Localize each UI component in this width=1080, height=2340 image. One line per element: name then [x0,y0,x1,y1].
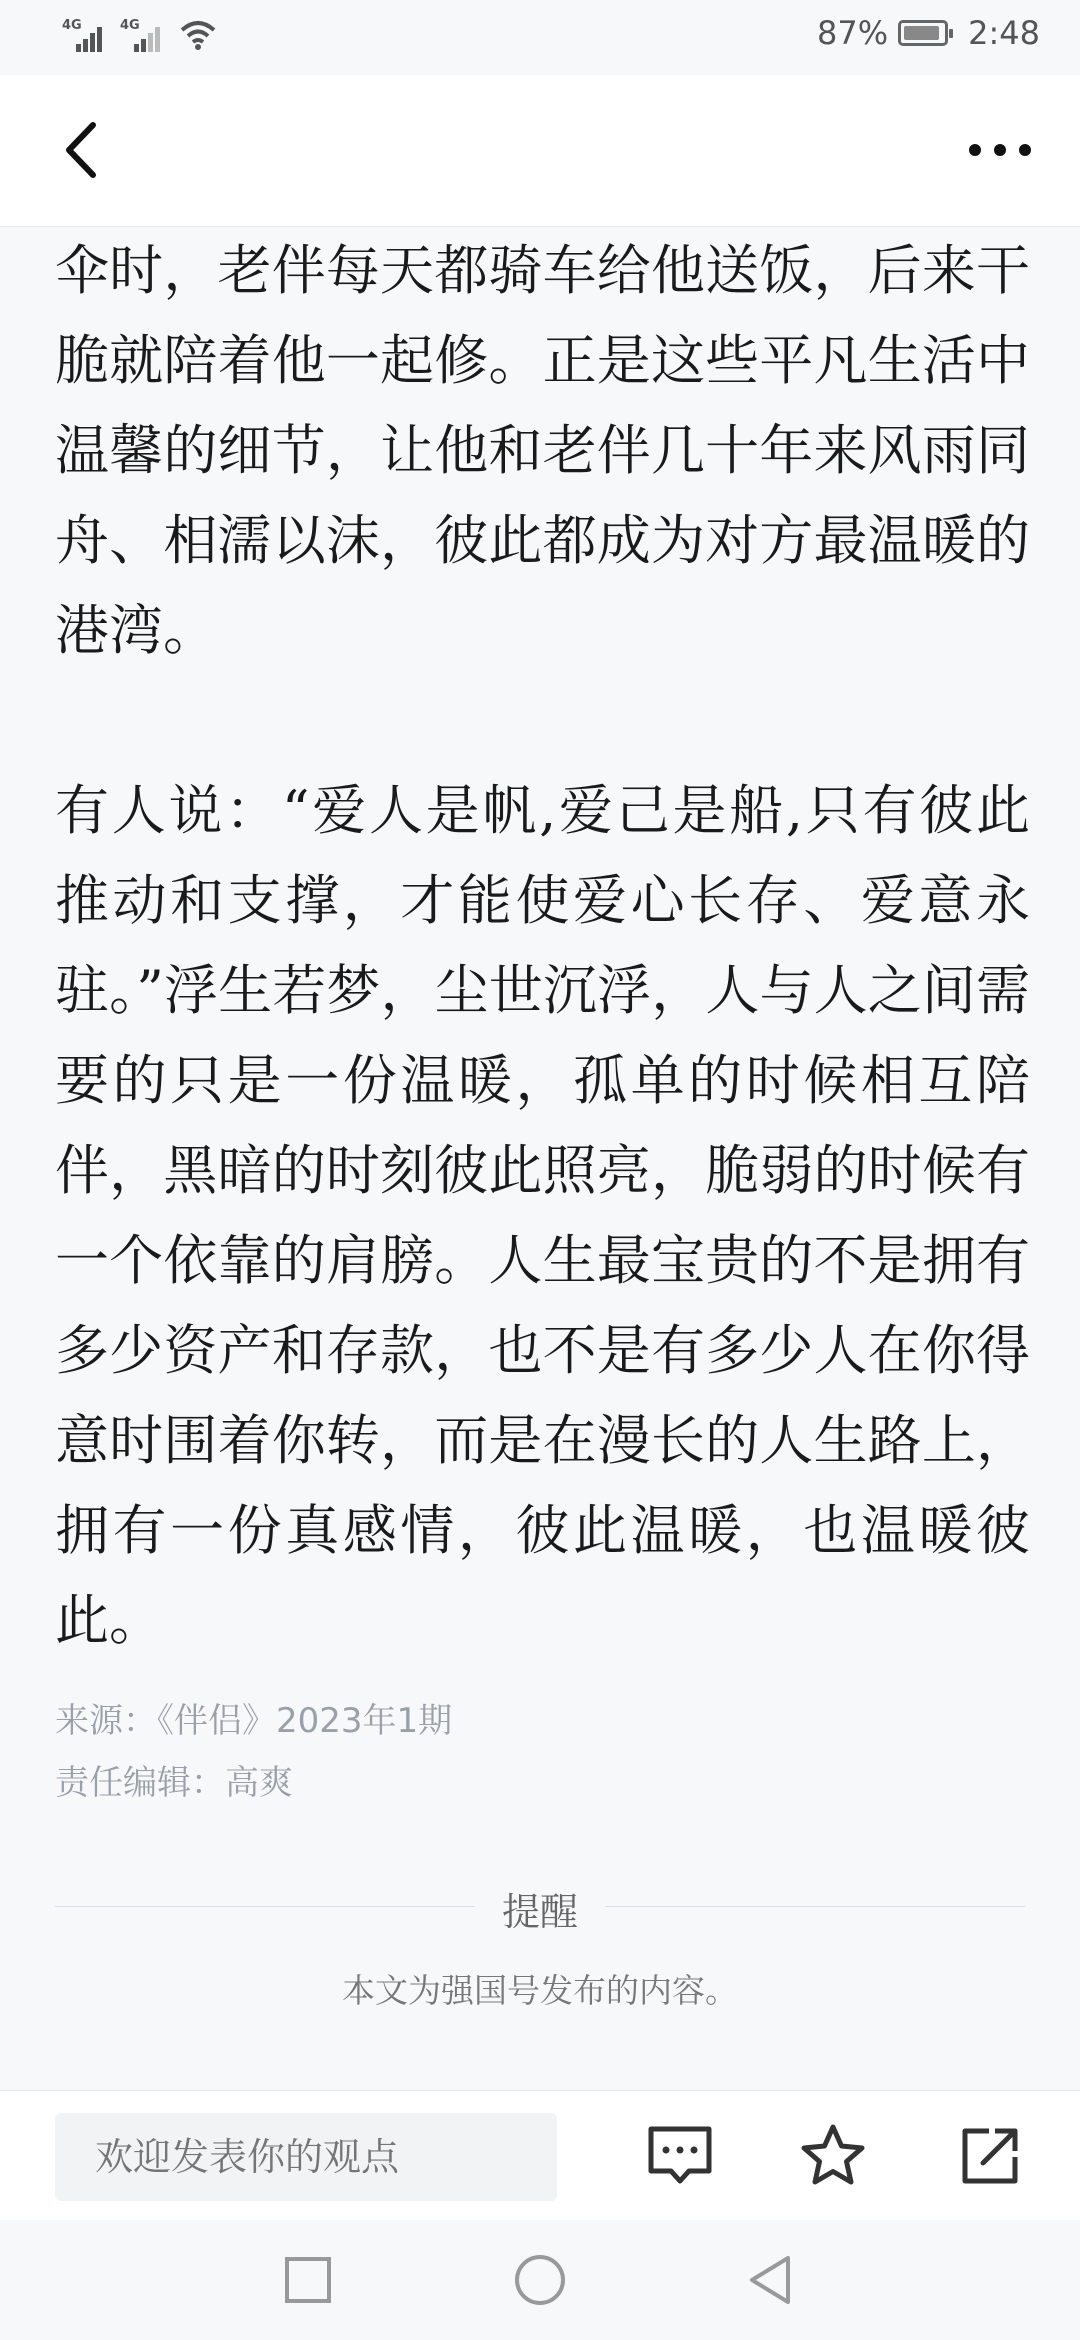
recents-button[interactable] [278,2250,338,2310]
comment-button[interactable] [645,2121,715,2191]
status-right [817,14,1040,52]
notice-header [55,1876,1025,1936]
share-button[interactable] [955,2121,1025,2191]
system-back-button[interactable] [740,2250,800,2310]
triangle-back-icon [740,2250,800,2310]
article-paragraph: 伞时，老伴每天都骑车给他送饭，后来干脆就陪着他一起修。正是这些平凡生活中温馨的细节，让他和老伴几十年来风雨同舟、相濡以沫，彼此都成为对方最温暖的港湾。 [55,239,1030,662]
notice-text: 本文为强国号发布的内容。 [342,1971,738,2010]
cellular-signal-icon [120,18,164,52]
home-button[interactable] [510,2250,570,2310]
favorite-button[interactable] [798,2121,868,2191]
network-type-1: 4G [62,18,82,33]
square-icon [278,2250,338,2310]
back-chevron-icon [55,115,115,185]
battery-percent: 87% [817,14,889,52]
circle-icon [510,2250,570,2310]
notice-title: 提醒 [501,1890,578,1934]
bottom-action-bar [0,2090,1080,2221]
status-bar [0,0,1080,75]
more-button[interactable] [965,130,1035,170]
back-button[interactable] [55,115,115,185]
divider [605,1906,1025,1907]
article-paragraph: 有人说：“爱人是帆,爱己是船,只有彼此推动和支撑，才能使爱心长存、爱意永驻。”浮生若梦，尘世沉浮，人与人之间需要的只是一份温暖，孤单的时候相互陪伴，黑暗的时刻彼此照亮，脆弱的时候有一个依靠的肩膀。人生最宝贵的不是拥有多少资产和存款，也不是有多少人在你得意时围着你转，而是在漫长的人生路上，拥有一份真感情，彼此温暖，也温暖彼此。 [55,779,1030,1652]
system-nav-bar [0,2220,1080,2340]
article-body [55,226,1030,1666]
comment-input[interactable] [55,2113,557,2201]
network-type-2: 4G [120,18,140,33]
top-nav-bar [0,75,1080,227]
share-icon [955,2121,1025,2191]
article-source: 来源：《伴侣》2023年1期 [55,1701,453,1741]
clock: 2:48 [968,14,1040,52]
article-meta [55,1690,452,1814]
comment-icon [645,2121,715,2191]
cellular-signal-icon [62,18,106,52]
article-editor: 责任编辑：高爽 [55,1763,293,1803]
star-icon [798,2121,868,2191]
battery-icon [898,20,948,46]
wifi-icon [178,18,218,52]
status-left [62,18,218,52]
more-dots-icon [965,130,1035,170]
